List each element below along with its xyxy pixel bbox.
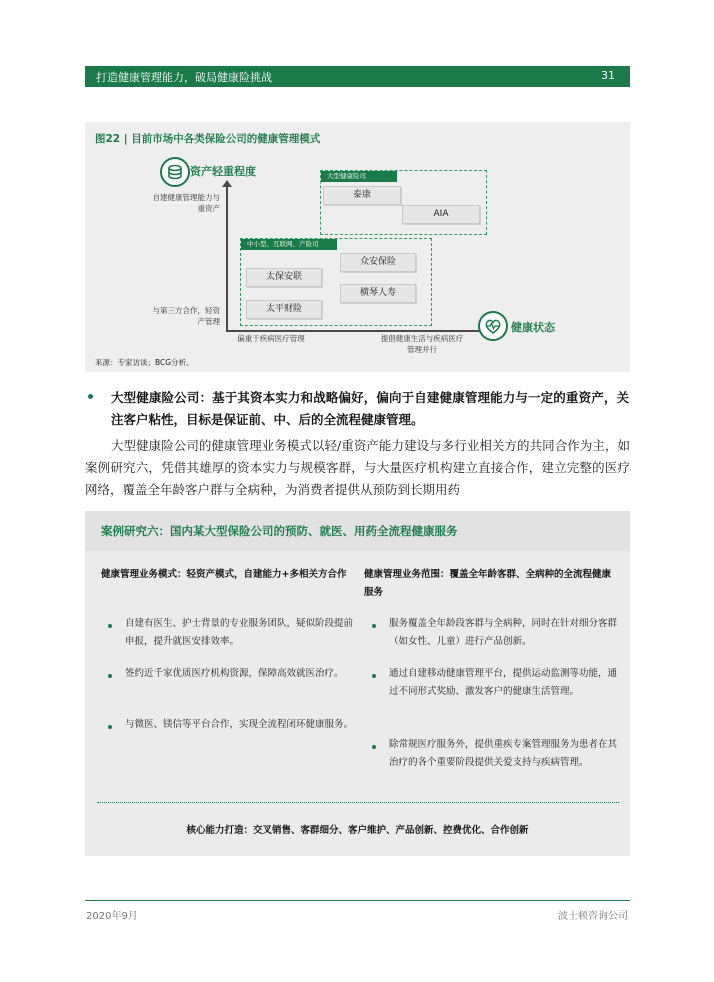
group-label: 大型健康险司 <box>321 171 397 182</box>
y-tick-top: 自建健康管理能力与重资产 <box>152 193 220 213</box>
coins-icon <box>160 157 190 187</box>
heart-pulse-icon <box>478 311 508 341</box>
footer-org: 波士顿咨询公司 <box>558 911 628 922</box>
group-label: 中小型、互联网、产险司 <box>241 239 337 250</box>
list-bullet <box>108 725 112 729</box>
company-box: 太保安联 <box>246 268 322 287</box>
case-study-title: 案例研究六：国内某大型保险公司的预防、就医、用药全流程健康服务 <box>101 524 458 538</box>
left-column-heading: 健康管理业务模式：轻资产模式，自建能力+多相关方合作 <box>101 569 347 580</box>
y-tick-bottom: 与第三方合作，轻资产管理 <box>152 306 220 326</box>
figure-title: 图22 | 目前市场中各类保险公司的健康管理模式 <box>95 133 321 145</box>
list-bullet <box>108 674 112 678</box>
company-box: 众安保险 <box>340 253 416 272</box>
company-box: 太平财险 <box>246 300 322 319</box>
company-box: 泰康 <box>323 186 401 205</box>
body-paragraph: 大型健康险公司的健康管理业务模式以轻/重资产能力建设与多行业相关方的共同合作为主，如案例研究六，凭借其雄厚的资本实力与规模客群，与大量医疗机构建立直接合作，建立完整的医疗网络，覆盖全年龄客户群与全病种，为消费者提供从预防到长期用药 <box>85 438 630 497</box>
x-axis <box>226 330 488 332</box>
list-bullet <box>372 674 376 678</box>
core-capabilities: 核心能力打造：交叉销售、客群细分、客户维护、产品创新、控费优化、合作创新 <box>186 825 529 836</box>
y-axis-arrow <box>222 180 232 187</box>
y-axis <box>226 185 228 331</box>
list-bullet <box>108 624 112 628</box>
list-item: 服务覆盖全年龄段客群与全病种，同时在针对细分客群（如女性、儿童）进行产品创新。 <box>389 618 618 647</box>
bullet-text: 大型健康险公司：基于其资本实力和战略偏好，偏向于自建健康管理能力与一定的重资产，关注客户粘性，目标是保证前、中、后的全流程健康管理。 <box>111 390 629 427</box>
x-axis-label: 健康状态 <box>511 321 555 334</box>
footer-date: 2020年9月 <box>86 911 138 922</box>
header-title: 打造健康管理能力，破局健康险挑战 <box>96 71 272 84</box>
figure-source: 来源：专家访谈；BCG分析。 <box>95 358 194 367</box>
list-item: 签约近千家优质医疗机构资源，保障高效就医治疗。 <box>125 668 344 679</box>
x-tick-left: 偏重于疾病医疗管理 <box>237 334 305 343</box>
company-box: 横琴人寿 <box>340 284 416 303</box>
list-item: 通过自建移动健康管理平台，提供运动监测等功能，通过不同形式奖励、激发客户的健康生活管理。 <box>389 668 618 697</box>
list-item: 自建有医生、护士背景的专业服务团队，疑似阶段提前申报，提升就医安排效率。 <box>125 618 354 647</box>
company-box: AIA <box>402 205 480 224</box>
dotted-divider <box>97 802 619 803</box>
list-bullet <box>372 624 376 628</box>
right-column-heading: 健康管理业务范围：覆盖全年龄客群、全病种的全流程健康服务 <box>364 569 612 598</box>
list-bullet <box>372 745 376 749</box>
y-axis-label: 资产轻重程度 <box>190 165 256 178</box>
footer-rule <box>85 900 630 901</box>
page-number: 31 <box>601 69 615 82</box>
list-item: 除常规医疗服务外，提供重疾专案管理服务为患者在其治疗的各个重要阶段提供关爱支持与疾病管理。 <box>389 739 618 768</box>
x-tick-right: 提倡健康生活与疾病医疗管理并行 <box>380 334 464 354</box>
list-item: 与微医、镁信等平台合作，实现全流程闭环健康服务。 <box>125 719 354 730</box>
bullet-dot <box>88 394 93 399</box>
